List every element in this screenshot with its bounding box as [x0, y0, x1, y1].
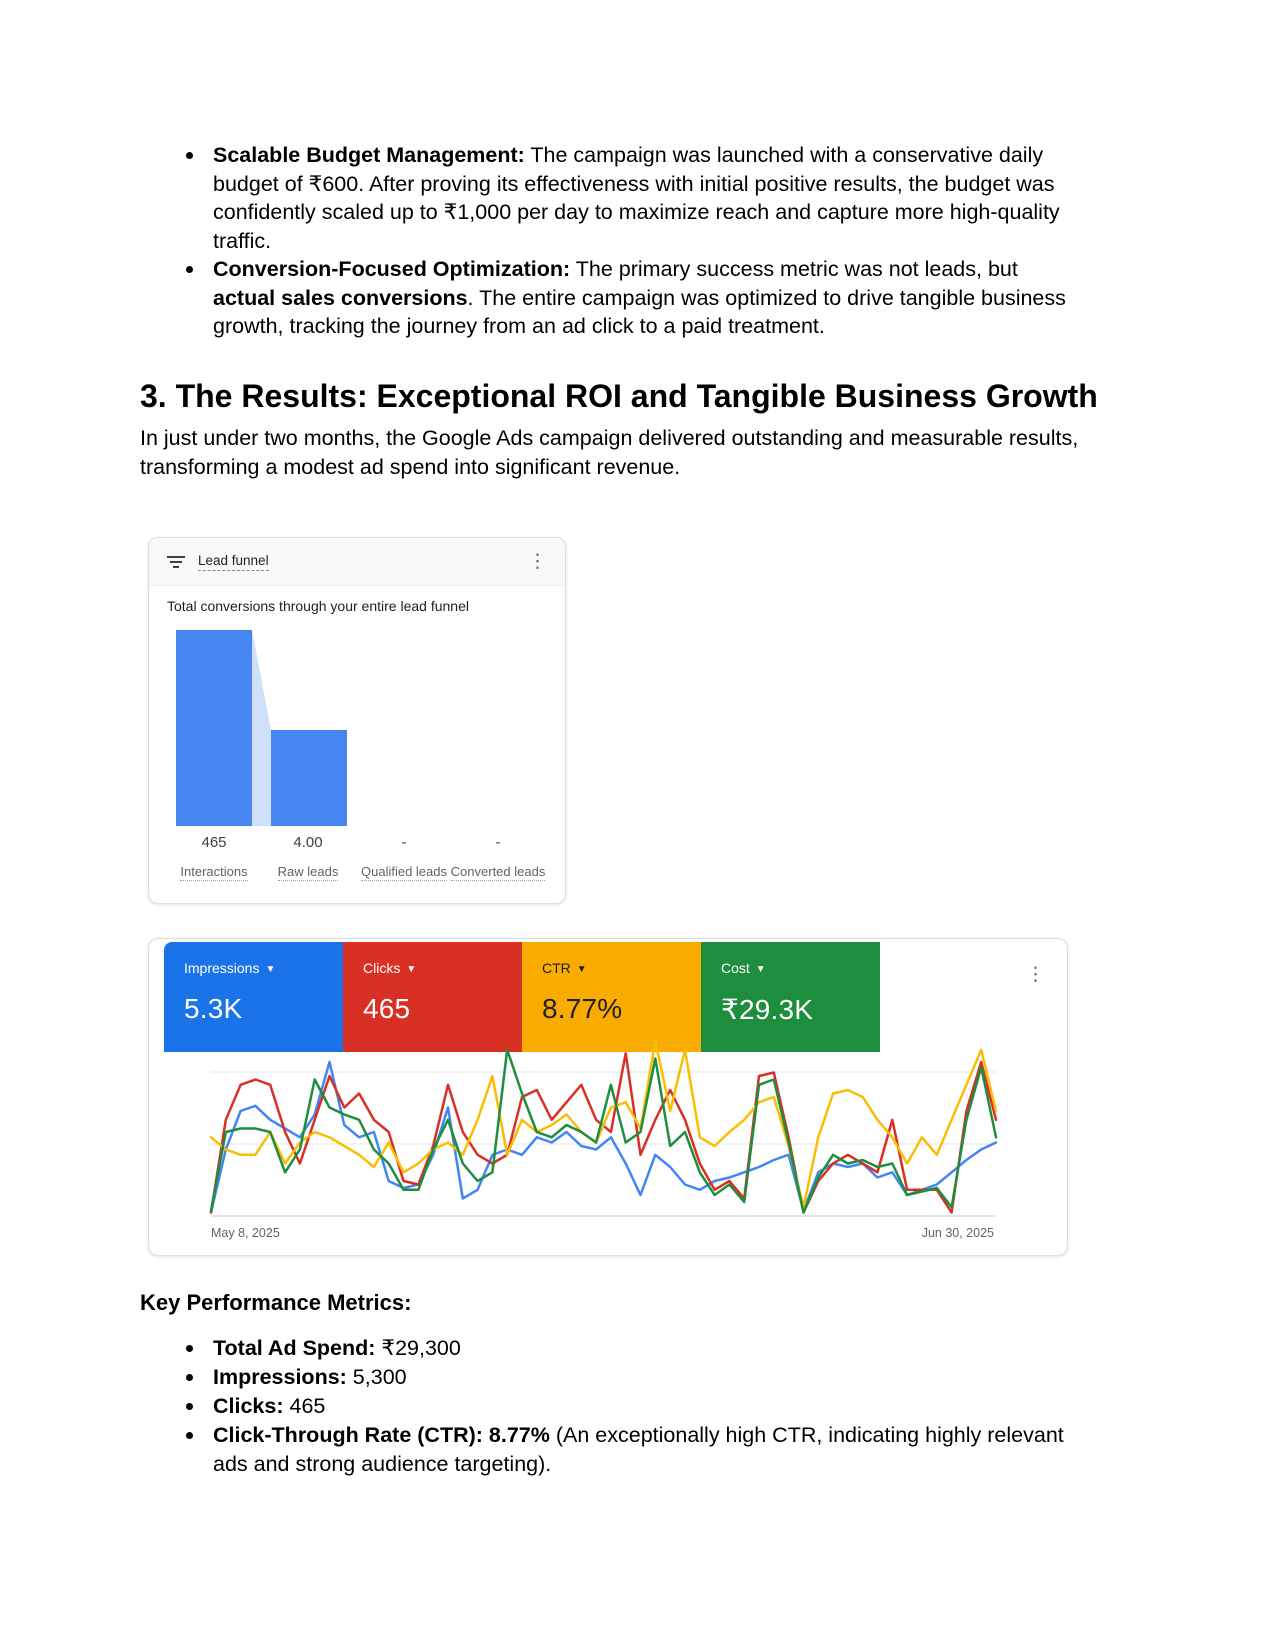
metric-label: Impressions	[184, 960, 260, 976]
filter-icon[interactable]	[167, 555, 185, 569]
metric-value: 5.3K	[184, 993, 243, 1024]
bullet-text: The campaign was launched with a conservative daily budget of ₹600. After proving its effectiveness with initial positive results, the budget was confidently scaled up to ₹1,000 per day to maximize reach and capture more high-quality traffic.	[213, 143, 1060, 253]
date-start-label: May 8, 2025	[211, 1226, 280, 1240]
lead-funnel-header	[149, 538, 565, 586]
funnel-label-qualified-leads[interactable]: Qualified leads	[361, 864, 447, 879]
kpi-impressions: Impressions: 5,300	[140, 1363, 1085, 1392]
kpi-heading: Key Performance Metrics:	[140, 1290, 412, 1315]
funnel-value-raw-leads: 4.00	[293, 834, 323, 851]
funnel-label-raw-leads[interactable]: Raw leads	[277, 864, 339, 879]
bullet-bold-emphasis: actual sales conversions	[213, 285, 468, 310]
bullet-bold-lead: Scalable Budget Management:	[213, 143, 525, 167]
chevron-down-icon: ▼	[265, 964, 276, 975]
lead-funnel-card	[148, 537, 566, 904]
intro-bullet-list	[140, 141, 1085, 341]
metric-label: Clicks	[363, 960, 401, 976]
metric-label: Cost	[721, 960, 750, 976]
chevron-down-icon: ▼	[755, 964, 766, 975]
metrics-dashboard-card	[148, 938, 1068, 1256]
performance-line-chart	[149, 1034, 1069, 1224]
bullet-bold-lead: Conversion-Focused Optimization:	[213, 257, 571, 281]
chevron-down-icon: ▼	[576, 964, 587, 975]
funnel-label-converted-leads[interactable]: Converted leads	[450, 864, 546, 879]
lead-funnel-title[interactable]: Lead funnel	[198, 553, 269, 571]
bullet-conversion-focused	[140, 255, 1085, 341]
funnel-value-converted-leads: -	[495, 834, 501, 851]
results-section-heading: 3. The Results: Exceptional ROI and Tangible Business Growth	[140, 378, 1098, 414]
kpi-bullet-list	[140, 1334, 1085, 1479]
bullet-scalable-budget	[140, 141, 1085, 255]
metric-label: CTR	[542, 960, 571, 976]
funnel-chart	[149, 626, 567, 826]
date-end-label: Jun 30, 2025	[921, 1226, 994, 1240]
kpi-ctr: Click-Through Rate (CTR): 8.77% (An exceptionally high CTR, indicating highly relevant ads and strong audience targeting).	[140, 1421, 1085, 1479]
bullet-text: The primary success metric was not leads, but	[570, 257, 1018, 281]
results-paragraph: In just under two months, the Google Ads campaign delivered outstanding and measurable results, transforming a modest ad spend into significant revenue.	[140, 426, 1079, 479]
funnel-value-qualified-leads: -	[401, 834, 407, 851]
chevron-down-icon: ▼	[406, 964, 417, 975]
kebab-menu-icon[interactable]: ⋮	[1026, 964, 1045, 985]
kebab-menu-icon[interactable]: ⋮	[528, 551, 547, 572]
chart-date-axis	[211, 1226, 994, 1240]
lead-funnel-subtitle: Total conversions through your entire lead funnel	[167, 598, 469, 614]
bullet-text-tail: . The entire campaign was optimized to drive tangible business growth, tracking the journey from an ad click to a paid treatment.	[213, 285, 1066, 338]
funnel-value-interactions: 465	[201, 834, 227, 851]
kpi-clicks: Clicks: 465	[140, 1392, 1085, 1421]
funnel-label-interactions[interactable]: Interactions	[180, 864, 248, 879]
metric-value: 8.77%	[542, 993, 623, 1024]
metric-value: ₹29.3K	[721, 994, 814, 1025]
metric-value: 465	[363, 993, 411, 1024]
kpi-total-ad-spend: Total Ad Spend: ₹29,300	[140, 1334, 1085, 1363]
